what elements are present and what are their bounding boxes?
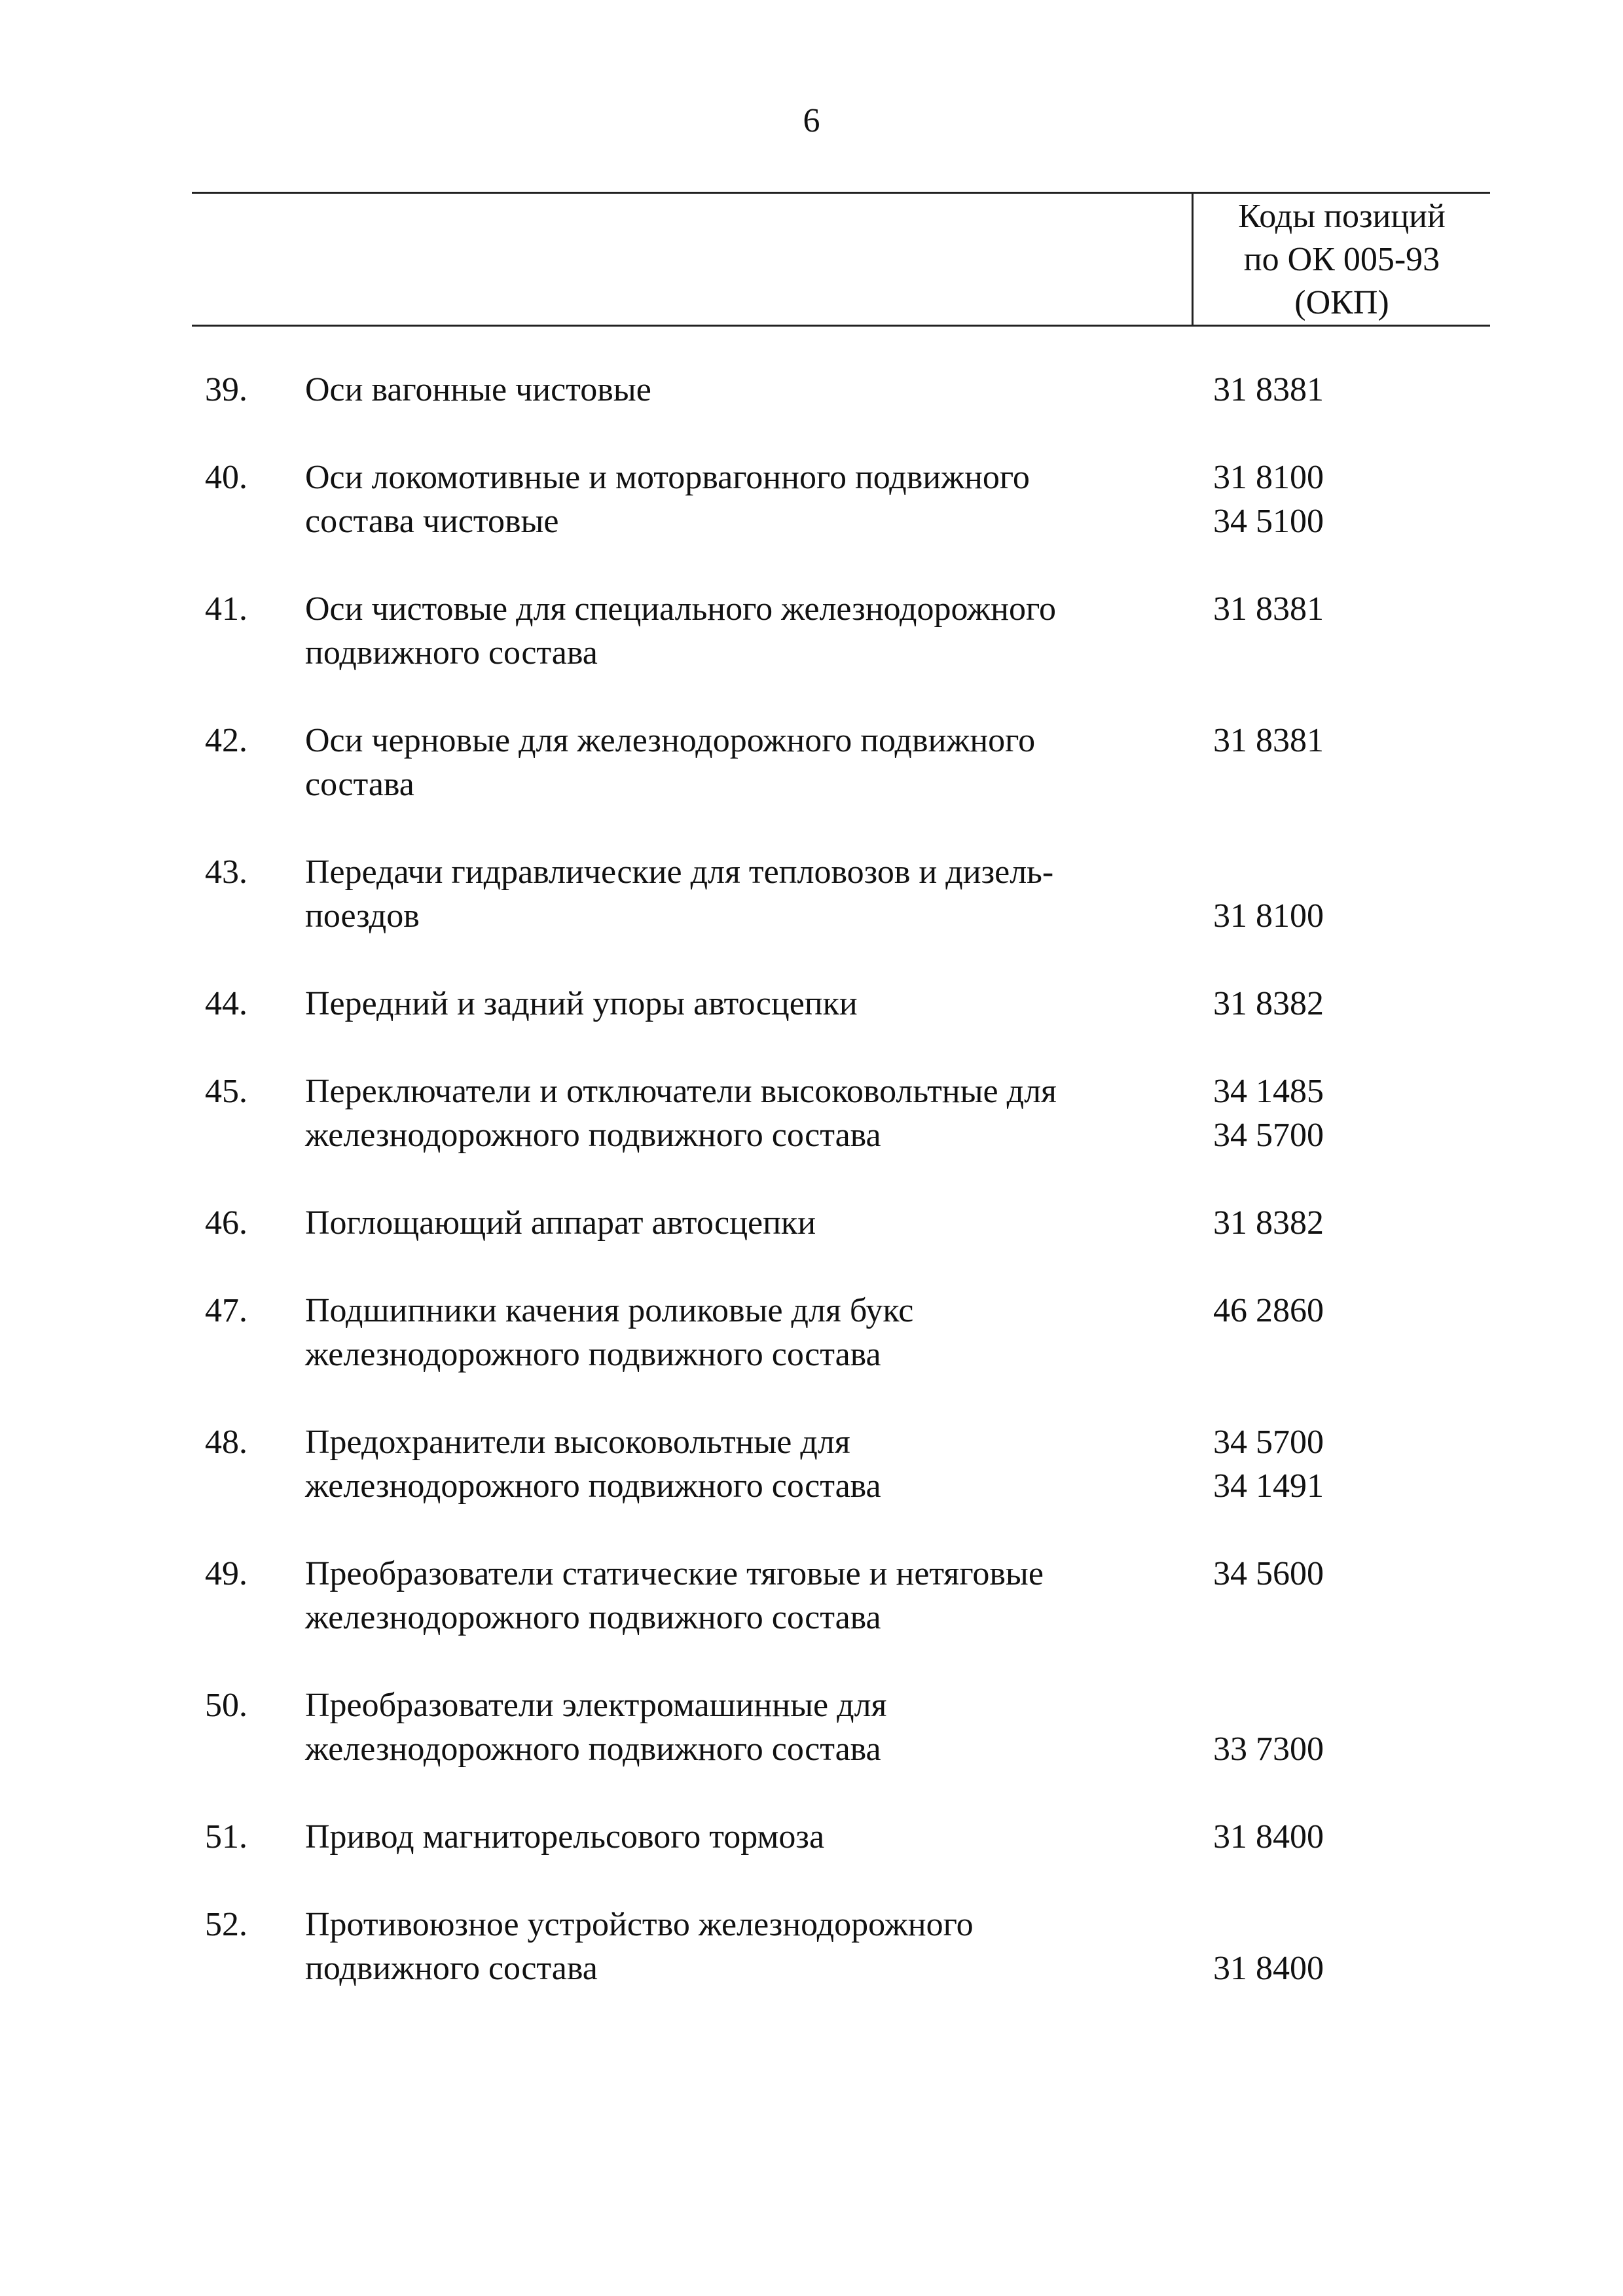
item-name: Противоюзное устройство железнодорожного подвижного состава: [305, 1906, 974, 1987]
item-name: Передний и задний упоры автосцепки: [305, 985, 858, 1022]
item-number: 40.: [205, 459, 247, 496]
list-item: [0, 1815, 1623, 1903]
item-number: 51.: [205, 1818, 247, 1856]
list-item: [0, 719, 1623, 850]
item-number: 47.: [205, 1292, 247, 1329]
item-codes: 31 8382: [1213, 985, 1324, 1022]
item-codes: 34 5600: [1213, 1555, 1324, 1592]
item-name: Поглощающий аппарат автосцепки: [305, 1204, 816, 1242]
item-number: 49.: [205, 1555, 247, 1592]
list-item: [0, 1420, 1623, 1552]
item-codes: 31 8381: [1213, 371, 1324, 408]
item-codes: 31 8400: [1213, 1950, 1324, 1987]
item-name: Переключатели и отключатели высоковольтные для железнодорожного подвижного состава: [305, 1073, 1057, 1154]
item-name: Преобразователи статические тяговые и нетяговые железнодорожного подвижного состава: [305, 1555, 1044, 1636]
items-list: [0, 368, 1623, 2034]
list-item: [0, 368, 1623, 456]
item-number: 41.: [205, 590, 247, 628]
item-number: 50.: [205, 1687, 247, 1724]
item-number: 46.: [205, 1204, 247, 1242]
item-name: Оси вагонные чистовые: [305, 371, 651, 408]
item-codes: 31 8100: [1213, 897, 1324, 935]
item-number: 45.: [205, 1073, 247, 1110]
item-name: Оси чистовые для специального железнодорожного подвижного состава: [305, 590, 1056, 672]
item-codes: 31 8100 34 5100: [1213, 459, 1324, 540]
item-codes: 31 8382: [1213, 1204, 1324, 1242]
list-item: [0, 1201, 1623, 1289]
item-codes: 33 7300: [1213, 1731, 1324, 1768]
item-number: 44.: [205, 985, 247, 1022]
item-codes: 31 8400: [1213, 1818, 1324, 1856]
list-item: [0, 1289, 1623, 1420]
item-number: 48.: [205, 1424, 247, 1461]
item-number: 52.: [205, 1906, 247, 1943]
item-name: Оси черновые для железнодорожного подвижного состава: [305, 722, 1036, 803]
item-codes: 34 1485 34 5700: [1213, 1073, 1324, 1154]
item-name: Подшипники качения роликовые для букс железнодорожного подвижного состава: [305, 1292, 914, 1373]
item-name: Оси локомотивные и моторвагонного подвижного состава чистовые: [305, 459, 1030, 540]
list-item: [0, 456, 1623, 587]
item-number: 39.: [205, 371, 247, 408]
table-header: [192, 192, 1490, 327]
codes-column-heading: Коды позиций по ОК 005-93 (ОКП): [1238, 198, 1446, 321]
item-codes: 31 8381: [1213, 590, 1324, 628]
item-name: Привод магниторельсового тормоза: [305, 1818, 825, 1856]
item-codes: 31 8381: [1213, 722, 1324, 759]
item-number: 43.: [205, 853, 247, 891]
list-item: [0, 1552, 1623, 1683]
list-item: [0, 982, 1623, 1069]
item-number: 42.: [205, 722, 247, 759]
list-item: [0, 587, 1623, 719]
item-name: Предохранители высоковольтные для железнодорожного подвижного состава: [305, 1424, 881, 1505]
item-name: Передачи гидравлические для тепловозов и дизель- поездов: [305, 853, 1054, 935]
item-codes: 46 2860: [1213, 1292, 1324, 1329]
item-name: Преобразователи электромашинные для железнодорожного подвижного состава: [305, 1687, 887, 1768]
page-number: 6: [803, 102, 820, 139]
list-item: [0, 1069, 1623, 1201]
list-item: [0, 850, 1623, 982]
list-item: [0, 1683, 1623, 1815]
item-codes: 34 5700 34 1491: [1213, 1424, 1324, 1505]
list-item: [0, 1903, 1623, 2034]
